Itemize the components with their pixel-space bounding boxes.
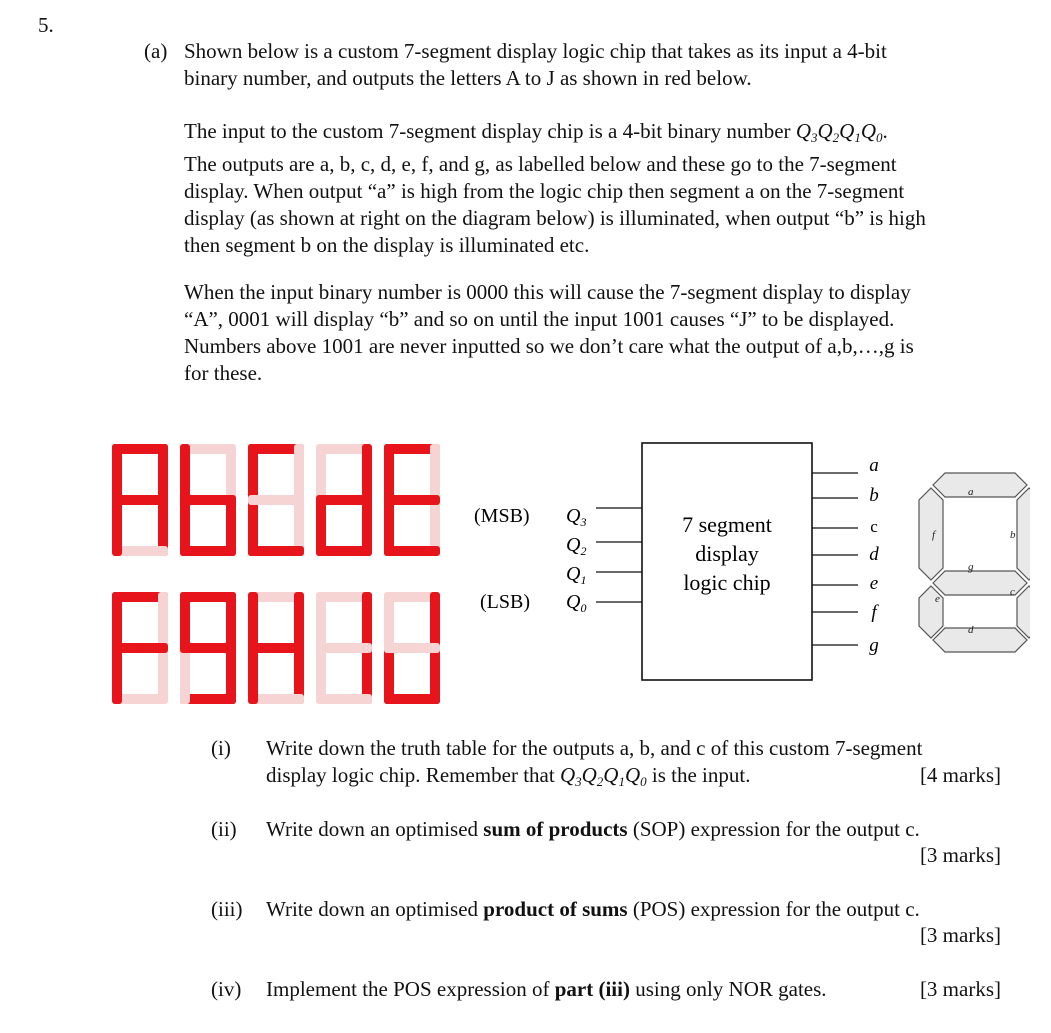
display-label-b: b [1010,529,1016,541]
seven-seg-letter-g [180,592,236,704]
seven-seg-letter-d [316,444,372,556]
letter-A-segment-g [112,495,168,505]
letter-b-segment-f [180,444,190,500]
seven-seg-letter-J [384,592,440,704]
question-i-line-2: display logic chip. Remember that $Q_3Q_2Q_1Q_0$ is the input. [266,763,751,789]
letter-J-segment-e [384,648,394,704]
display-label-e: e [935,593,940,605]
intro-line-2: binary number, and outputs the letters A to J as shown in red below. [184,66,752,90]
letter-A-segment-b [158,444,168,500]
para3-line-3: Numbers above 1001 are never inputted so we don’t care what the output of a,b,…,g is [184,334,914,358]
output-a-label: a [869,455,879,476]
letter-C-segment-f [248,444,258,500]
output-e-label: e [869,573,879,594]
letter-E-segment-e [384,500,394,556]
letter-H-segment-b [294,592,304,648]
letter-A-segment-f [112,444,122,500]
letter-g-segment-e [180,648,190,704]
letter-g-segment-b [226,592,236,648]
letter-d-segment-b [362,444,372,500]
output-c-label: c [870,517,878,536]
msb-label: (MSB) [474,505,530,527]
question-iii-text: Write down an optimised product of sums (POS) expression for the output c. [266,897,920,921]
question-iv-label: (iv) [211,977,242,1001]
part-a-paragraph-3 [184,279,1014,387]
letters-a-to-j-display [110,440,445,705]
letter-C-segment-b [294,444,304,500]
input-q1-label: $Q_1$ [566,563,587,587]
letter-F-segment-g [112,643,168,653]
question-iii-marks: [3 marks] [919,923,1001,947]
segment-f [919,488,943,580]
input-q1 [566,563,642,587]
seven-seg-letter-I [316,592,372,704]
input-q2 [566,534,642,558]
display-label-g: g [968,561,974,573]
letter-C-segment-e [248,500,258,556]
letter-I-segment-f [316,592,326,648]
question-ii-marks: [3 marks] [919,843,1001,867]
letter-b-segment-b [226,444,236,500]
chip-label-line-1: 7 segment [682,512,772,537]
letter-H-segment-g [248,643,304,653]
question-ii-marks-row [0,842,1051,870]
para2-line-2: The outputs are a, b, c, d, e, f, and g, as labelled below and these go to the 7-segment [184,152,897,176]
output-d-label: d [869,544,879,565]
segment-c [1017,586,1030,638]
question-ii-text: Write down an optimised sum of products (SOP) expression for the output c. [266,817,920,841]
chip-label-line-2: display [695,541,759,566]
seven-seg-letter-F [112,592,168,704]
letter-g-segment-f [180,592,190,648]
chip-diagram [470,440,1030,685]
para3-line-1: When the input binary number is 0000 this will cause the 7-segment display to display [184,280,911,304]
letter-J-segment-f [384,592,394,648]
chip-label-line-3: logic chip [683,570,771,595]
output-f-label: f [871,602,877,623]
para3-line-2: “A”, 0001 will display “b” and so on until the input 1001 causes “J” to be displayed. [184,307,895,331]
part-a-paragraph-2 [184,118,1014,259]
para2-line-4: display (as shown at right on the diagram below) is illuminated, when output “b” is high [184,206,926,230]
display-label-f: f [932,529,936,541]
input-q0-label: $Q_0$ [566,591,587,615]
question-i-label: (i) [211,736,231,760]
question-number: 5. [38,13,54,37]
question-ii [0,816,1051,844]
letter-g-segment-g [180,643,236,653]
lsb-label: (LSB) [480,591,530,613]
letter-d-segment-g [316,495,372,505]
seven-seg-letter-b [180,444,236,556]
seven-segment-reference [919,473,1030,652]
letter-E-segment-b [430,444,440,500]
letter-I-segment-e [316,648,326,704]
segment-d [933,628,1027,652]
para2-line-3: display. When output “a” is high from the logic chip then segment a on the 7-segment [184,179,905,203]
segment-a [933,473,1027,497]
input-q3-label: $Q_3$ [566,505,587,529]
para2-line-1: The input to the custom 7-segment display chip is a 4-bit binary number $Q_3Q_2Q_1Q_0$. [184,119,888,145]
output-b-label: b [869,485,879,506]
intro-line-1: Shown below is a custom 7-segment display logic chip that takes as its input a 4-bit [184,39,887,63]
input-q3 [474,505,642,529]
letter-I-segment-g [316,643,372,653]
letter-C-segment-g [248,495,304,505]
letter-A-segment-e [112,500,122,556]
question-i-line-1: Write down the truth table for the outputs a, b, and c of this custom 7-segment [266,736,923,760]
segment-b [1017,488,1030,580]
question-i-marks: [4 marks] [919,763,1001,787]
seven-seg-letter-A [112,444,168,556]
input-q0 [480,591,642,615]
question-i-line-2-row [0,762,1051,790]
para3-line-4: for these. [184,361,263,385]
letter-F-segment-e [112,648,122,704]
letter-H-segment-f [248,592,258,648]
display-label-a: a [968,486,974,498]
seven-seg-letter-C [248,444,304,556]
output-lines [812,473,858,645]
question-iii-marks-row [0,922,1051,950]
letter-F-segment-b [158,592,168,648]
letter-F-segment-f [112,592,122,648]
question-iv [0,976,1051,1004]
part-a-intro [184,38,1014,92]
output-g-label: g [869,635,879,656]
question-iii-label: (iii) [211,897,243,921]
letter-d-segment-f [316,444,326,500]
question-iii [0,896,1051,924]
letter-b-segment-e [180,500,190,556]
letter-E-segment-g [384,495,440,505]
letter-H-segment-e [248,648,258,704]
question-ii-label: (ii) [211,817,237,841]
input-q2-label: $Q_2$ [566,534,587,558]
display-label-d: d [968,624,974,636]
para2-line-5: then segment b on the display is illuminated etc. [184,233,590,257]
letter-b-segment-g [180,495,236,505]
letter-J-segment-g [384,643,440,653]
letter-E-segment-f [384,444,394,500]
question-i [0,735,1051,763]
letter-d-segment-e [316,500,326,556]
question-iv-marks: [3 marks] [919,977,1001,1001]
display-label-c: c [1010,586,1015,598]
seven-seg-letter-E [384,444,440,556]
question-iv-text: Implement the POS expression of part (iii) using only NOR gates. [266,977,827,1001]
part-a-label: (a) [144,39,168,63]
letter-J-segment-b [430,592,440,648]
letter-I-segment-b [362,592,372,648]
seven-seg-letter-H [248,592,304,704]
